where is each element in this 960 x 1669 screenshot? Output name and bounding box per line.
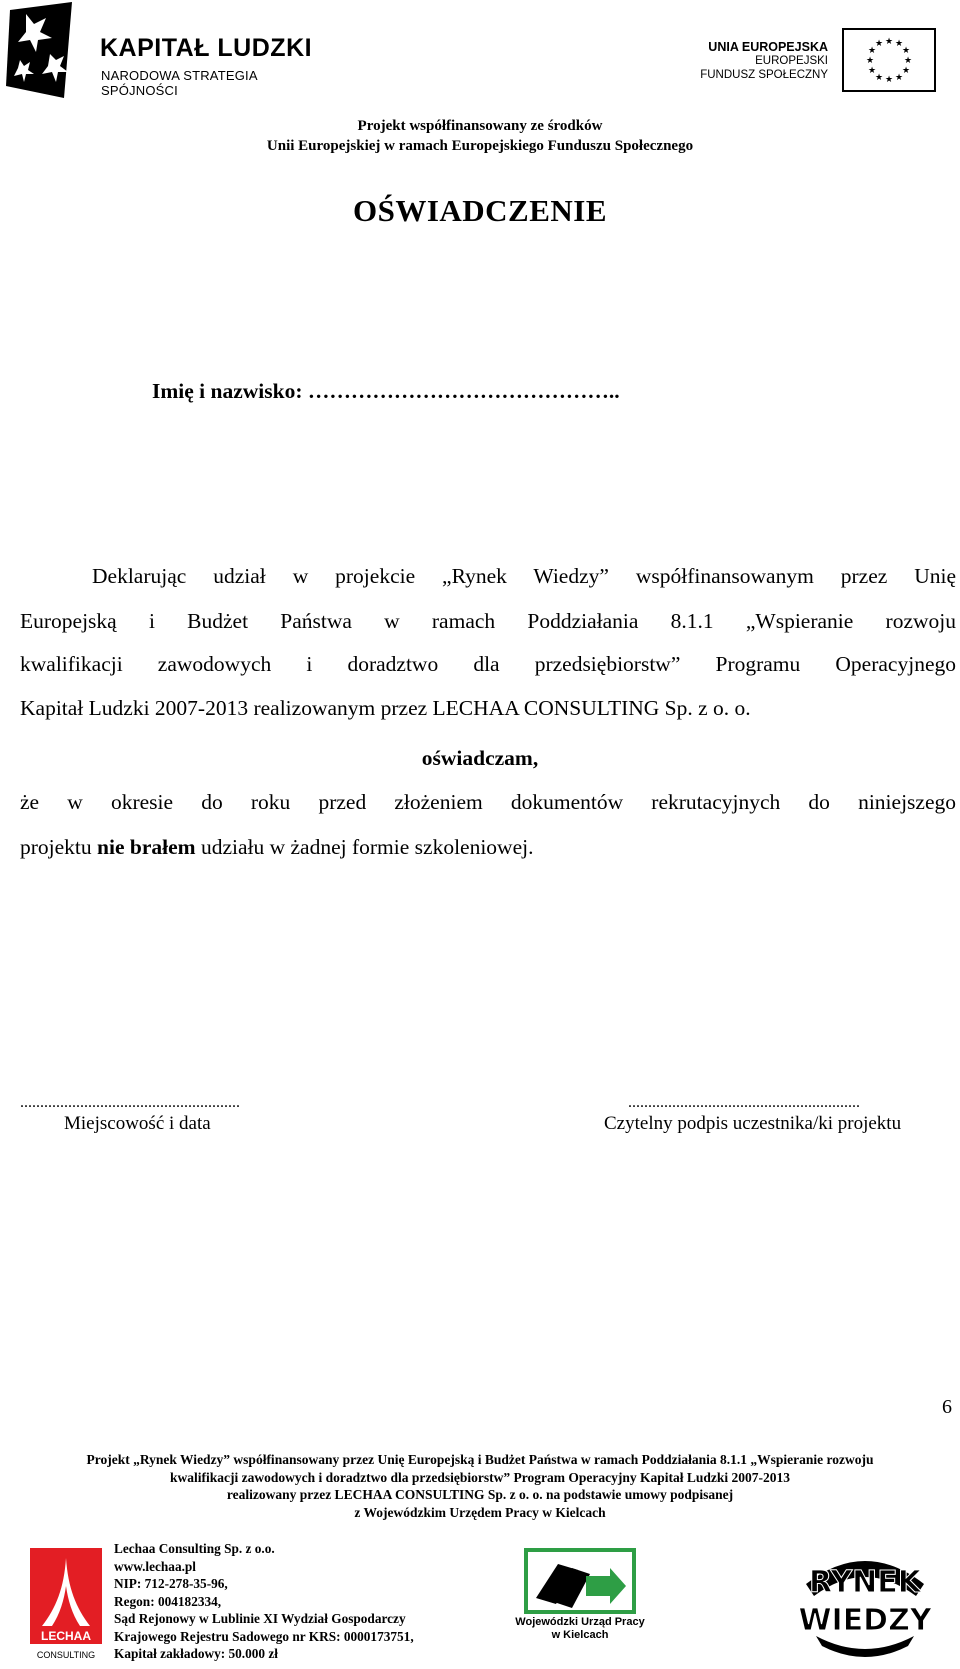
lechaa-logo-name: LECHAA: [41, 1629, 91, 1643]
wup-logo: [502, 1546, 658, 1646]
cofinancing-line1: Projekt współfinansowany ze środków: [357, 118, 603, 134]
svg-text:★: ★: [874, 73, 884, 83]
company-line: Lechaa Consulting Sp. z o.o.: [114, 1541, 275, 1556]
svg-text:★: ★: [867, 46, 877, 56]
company-info: [114, 1540, 414, 1663]
text-span: projektu: [20, 835, 98, 859]
svg-text:★: ★: [867, 66, 877, 76]
eu-logo: [686, 28, 936, 94]
cofinancing-note: [0, 116, 960, 156]
eu-logo-line3: FUNDUSZ SPOŁECZNY: [700, 69, 828, 81]
footer-note-line: kwalifikacji zawodowych i doradztwo dla przedsiębiorstw” Program Operacyjny Kapitał Ludzki 2007-2013: [170, 1469, 790, 1485]
rynek-wiedzy-logo: [796, 1544, 934, 1660]
kapital-ludzki-subtitle: NARODOWA STRATEGIA SPÓJNOŚCI: [101, 68, 258, 98]
wup-logo-line1: Wojewódzki Urząd Pracy: [515, 1616, 645, 1628]
svg-text:★: ★: [903, 56, 913, 66]
svg-text:★: ★: [894, 39, 904, 49]
eu-flag-icon: [842, 28, 936, 92]
company-line: Krajowego Rejestru Sadowego nr KRS: 0000173751,: [114, 1628, 414, 1644]
kapital-ludzki-logo: [6, 2, 336, 104]
company-line: www.lechaa.pl: [114, 1558, 197, 1574]
eu-logo-line2: EUROPEJSKI: [755, 55, 828, 67]
kapital-ludzki-title: KAPITAŁ LUDZKI: [100, 34, 313, 62]
company-line: Sąd Rejonowy w Lublinie XI Wydział Gospodarczy: [114, 1611, 406, 1626]
svg-text:★: ★: [901, 66, 911, 76]
paragraph-line: Europejską i Budżet Państwa w ramach Poddziałania 8.1.1 „Wspieranie rozwoju: [20, 609, 956, 633]
kapital-ludzki-emblem-icon: [6, 2, 86, 104]
company-line: NIP: 712-278-35-96,: [114, 1576, 228, 1591]
svg-text:★: ★: [865, 56, 875, 66]
svg-text:★: ★: [894, 73, 904, 83]
declare-word: oświadczam,: [421, 746, 539, 770]
name-field-label: Imię i nazwisko: ……………………………………..: [152, 379, 620, 403]
text-span: udziału w żadnej formie szkoleniowej.: [195, 835, 534, 859]
company-line: Regon: 004182334,: [114, 1593, 222, 1609]
svg-text:★: ★: [884, 75, 894, 85]
wup-logo-text: [502, 1616, 658, 1642]
declaration-paragraph: [20, 554, 956, 599]
company-line: Kapitał zakładowy: 50.000 zł: [114, 1646, 278, 1661]
emphasis-text: nie brałem: [97, 835, 196, 859]
svg-text:★: ★: [874, 39, 884, 49]
signature-label: Czytelny podpis uczestnika/ki projektu: [604, 1113, 902, 1134]
eu-logo-text: [700, 40, 828, 82]
footer-note-line: Projekt „Rynek Wiedzy” współfinansowany przez Unię Europejską i Budżet Państwa w ramach Poddziałania 8.1.1 „Wspieranie rozwoju: [86, 1452, 874, 1467]
paragraph-line: Kapitał Ludzki 2007-2013 realizowanym przez LECHAA CONSULTING Sp. z o. o.: [20, 696, 751, 720]
place-date-label: Miejscowość i data: [64, 1113, 211, 1134]
eu-logo-line1: UNIA EUROPEJSKA: [708, 40, 828, 54]
page-number: 6: [942, 1396, 952, 1418]
cofinancing-line2: Unii Europejskiej w ramach Europejskiego Funduszu Społecznego: [266, 138, 694, 154]
paragraph-line: Deklarując udział w projekcie „Rynek Wiedzy” współfinansowanym przez Unię: [92, 564, 956, 588]
rynek-wiedzy-line1: RYNEK: [808, 1565, 922, 1600]
footer-note-line: realizowany przez LECHAA CONSULTING Sp. z o. o. na podstawie umowy podpisanej: [226, 1487, 734, 1502]
wup-logo-line2: w Kielcach: [551, 1629, 609, 1641]
document-title: OŚWIADCZENIE: [352, 193, 608, 228]
footer-note: [0, 1451, 960, 1521]
place-date-dots: .......................................................: [20, 1094, 240, 1111]
svg-text:★: ★: [901, 46, 911, 56]
wup-emblem-icon: [502, 1546, 658, 1616]
paragraph-line: kwalifikacji zawodowych i doradztwo dla przedsiębiorstw” Programu Operacyjnego: [20, 652, 956, 676]
lechaa-logo-tag: CONSULTING: [36, 1650, 96, 1660]
signature-dots: ..........................................................: [628, 1094, 860, 1111]
paragraph-line: że w okresie do roku przed złożeniem dokumentów rekrutacyjnych do niniejszego: [20, 790, 956, 814]
paragraph-line-last: [20, 825, 956, 870]
lechaa-logo: [30, 1548, 102, 1664]
footer-note-line: z Wojewódzkim Urzędem Pracy w Kielcach: [354, 1504, 606, 1520]
svg-text:★: ★: [884, 37, 894, 47]
rynek-wiedzy-line2: WIEDZY: [798, 1603, 932, 1638]
